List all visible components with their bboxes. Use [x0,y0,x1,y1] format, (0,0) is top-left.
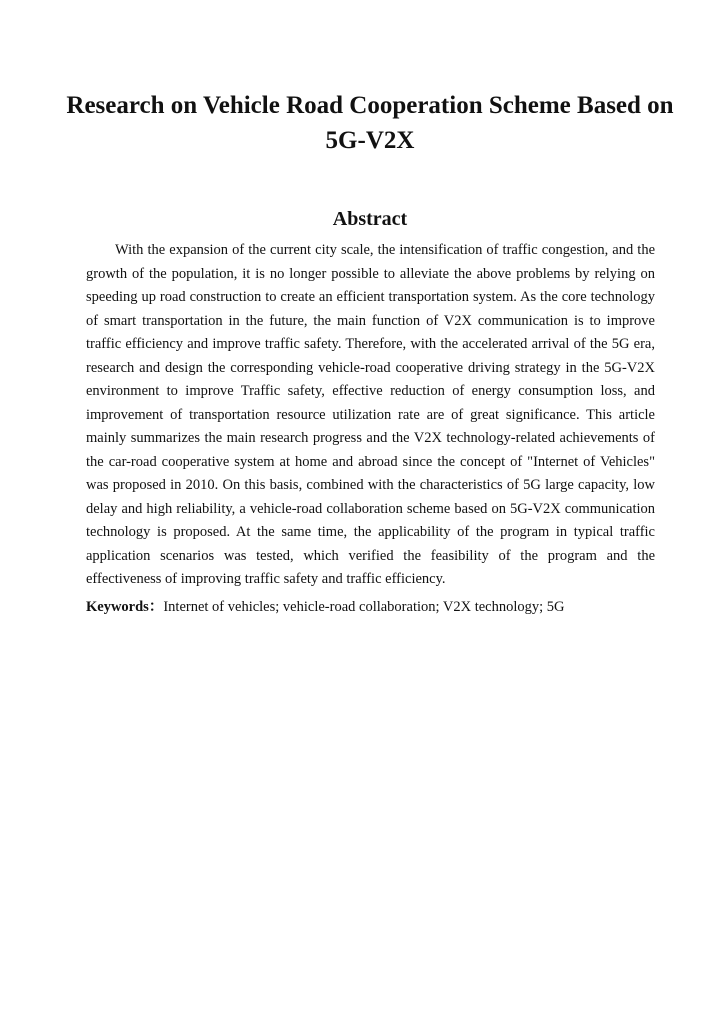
paper-title: Research on Vehicle Road Cooperation Scheme Based on 5G-V2X [66,92,674,154]
keywords-label: Keywords： [86,599,164,615]
abstract-body: With the expansion of the current city scale, the intensification of traffic congestion, and the growth of the population, it is no longer possible to alleviate the above problems by relying on speeding up road construction to create an efficient transportation system. As the core technology of smart transportation in the future, the main function of V2X communication is to improve traffic efficiency and improve traffic safety. Therefore, with the accelerated arrival of the 5G era, research and design the corresponding vehicle-road cooperative driving strategy in the 5G-V2X environment to improve Traffic safety, effective reduction of energy consumption loss, and improvement of transportation resource utilization rate are of great significance. This article mainly summarizes the main research progress and the V2X technology-related achievements of the car-road cooperative system at home and abroad since the concept of "Internet of Vehicles" was proposed in 2010. On this basis, combined with the characteristics of 5G large capacity, low delay and high reliability, a vehicle-road collaboration scheme based on 5G-V2X communication technology is proposed. At the same time, the applicability of the program in typical traffic application scenarios was tested, which verified the feasibility of the program and the effectiveness of improving traffic safety and traffic efficiency. [86,242,655,587]
keywords-line [86,596,655,620]
keywords-list: Internet of vehicles; vehicle-road collaboration; V2X technology; 5G [163,599,565,615]
abstract-heading: Abstract [332,208,408,230]
